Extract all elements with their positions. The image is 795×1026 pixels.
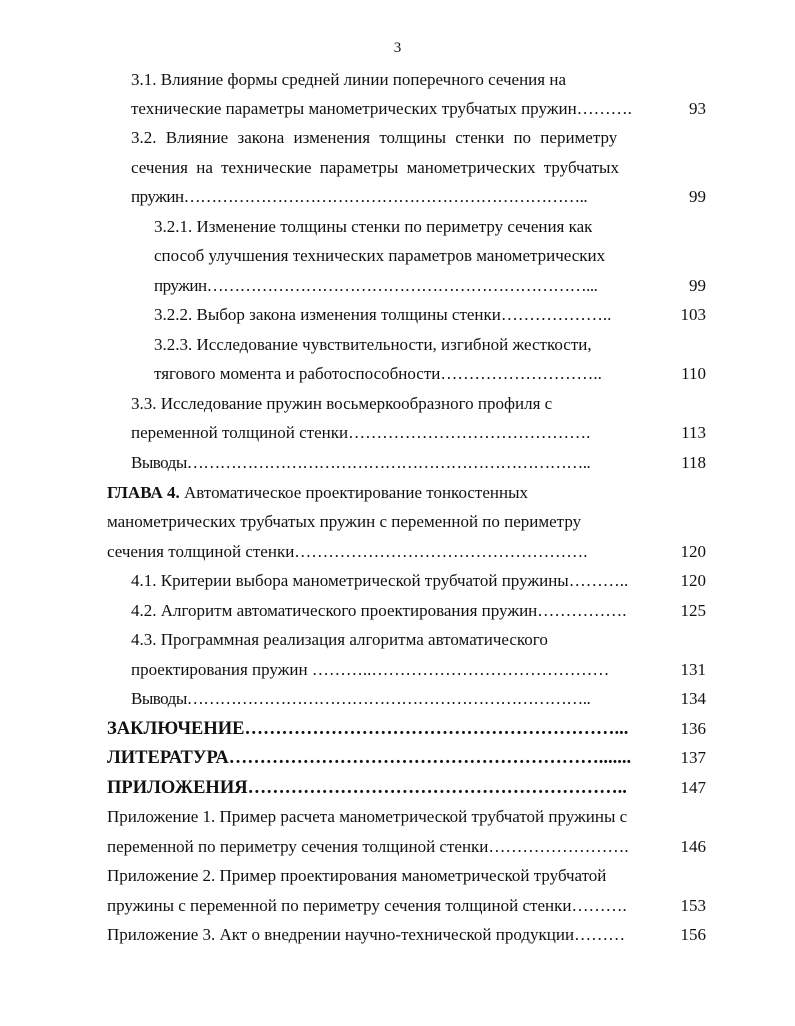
toc-entry-4-3-line-2: проектирования пружин ………..……………………………………: [131, 660, 610, 679]
toc-entry-3-3-line-1: 3.3. Исследование пружин восьмеркообразного профиля с: [131, 394, 553, 413]
toc-entry-4-2-page: 125: [680, 601, 706, 620]
toc-entry-appendix-1-line-2: переменной по периметру сечения толщиной стенки…………………….: [107, 837, 629, 856]
toc-entry-ch4-line-2: манометрических трубчатых пружин с переменной по периметру: [107, 512, 582, 531]
toc-entry-3-2-3-line-1: 3.2.3. Исследование чувствительности, изгибной жесткости,: [154, 335, 592, 354]
toc-entry-literature-line-1: ЛИТЕРАТУРА…………………………………………………….......: [107, 748, 632, 768]
toc-entry-ch3-conclusions-line-1: Выводы………………………………………………………………..: [131, 453, 591, 472]
toc-entry-ch4-page: 120: [680, 542, 706, 561]
toc-entry-3-2-1-page: 99: [689, 276, 706, 295]
toc-entry-4-3-line-1: 4.3. Программная реализация алгоритма автоматического: [131, 630, 548, 649]
toc-entry-appendices-line-1: ПРИЛОЖЕНИЯ……………………………………………………..: [107, 778, 627, 798]
toc-entry-3-2-page: 99: [689, 187, 706, 206]
toc-entry-3-2-2-line-1: 3.2.2. Выбор закона изменения толщины стенки………………..: [154, 305, 612, 324]
toc-entry-ch4-line-3: сечения толщиной стенки…………………………………………….: [107, 542, 588, 561]
toc-entry-3-2-3-page: 110: [681, 364, 706, 383]
toc-entry-appendix-2-page: 153: [680, 896, 706, 915]
toc-entry-appendix-3-page: 156: [680, 925, 706, 944]
toc-entry-4-3-page: 131: [680, 660, 706, 679]
toc-entry-appendix-3-line-1: Приложение 3. Акт о внедрении научно-технической продукции………: [107, 925, 626, 944]
toc-entry-conclusion-page: 136: [680, 719, 706, 738]
toc-entry-3-3-page: 113: [681, 423, 706, 442]
toc-entry-3-1-line-2: технические параметры манометрических трубчатых пружин……….: [131, 99, 632, 118]
toc-entry-appendix-1-page: 146: [680, 837, 706, 856]
toc-entry-3-2-1-line-2: способ улучшения технических параметров манометрических: [154, 246, 606, 265]
toc-entry-ch4-conclusions-page: 134: [680, 689, 706, 708]
toc-entry-ch4-conclusions-line-1: Выводы………………………………………………………………..: [131, 689, 591, 708]
toc-entry-3-1-page: 93: [689, 99, 706, 118]
toc-entry-appendix-1-line-1: Приложение 1. Пример расчета манометрической трубчатой пружины с: [107, 807, 628, 826]
page-number: 3: [393, 40, 402, 56]
chapter-label: ГЛАВА 4.: [107, 483, 180, 502]
toc-entry-appendices-page: 147: [680, 778, 706, 797]
toc-entry-3-3-line-2: переменной толщиной стенки…………………………………….: [131, 423, 591, 442]
toc-entry-4-1-line-1: 4.1. Критерии выбора манометрической трубчатой пружины………..: [131, 571, 629, 590]
toc-entry-ch3-conclusions-page: 118: [681, 453, 706, 472]
toc-entry-literature-page: 137: [680, 748, 706, 767]
toc-entry-appendix-2-line-1: Приложение 2. Пример проектирования манометрической трубчатой: [107, 866, 607, 885]
toc-entry-4-1-page: 120: [680, 571, 706, 590]
toc-entry-3-2-2-page: 103: [680, 305, 706, 324]
toc-entry-3-1-line-1: 3.1. Влияние формы средней линии поперечного сечения на: [131, 70, 566, 89]
chapter-title: Автоматическое проектирование тонкостенных: [179, 483, 529, 502]
toc-entry-3-2-1-line-1: 3.2.1. Изменение толщины стенки по периметру сечения как: [154, 217, 593, 236]
toc-entry-3-2-line-3: пружин………………………………………………………………..: [131, 187, 588, 206]
toc-entry-4-2-line-1: 4.2. Алгоритм автоматического проектирования пружин…………….: [131, 601, 627, 620]
toc-entry-conclusion-line-1: ЗАКЛЮЧЕНИЕ……………………………………………………...: [107, 719, 629, 739]
toc-entry-ch4-line-1: [107, 479, 528, 507]
toc-entry-3-2-1-line-3: пружин……………………………………………………………...: [154, 276, 598, 295]
toc-entry-3-2-line-1: 3.2. Влияние закона изменения толщины стенки по периметру: [131, 128, 618, 147]
toc-entry-3-2-3-line-2: тягового момента и работоспособности………………………..: [154, 364, 602, 383]
toc-entry-3-2-line-2: сечения на технические параметры манометрических трубчатых: [131, 158, 619, 177]
toc-entry-appendix-2-line-2: пружины с переменной по периметру сечения толщиной стенки……….: [107, 896, 627, 915]
